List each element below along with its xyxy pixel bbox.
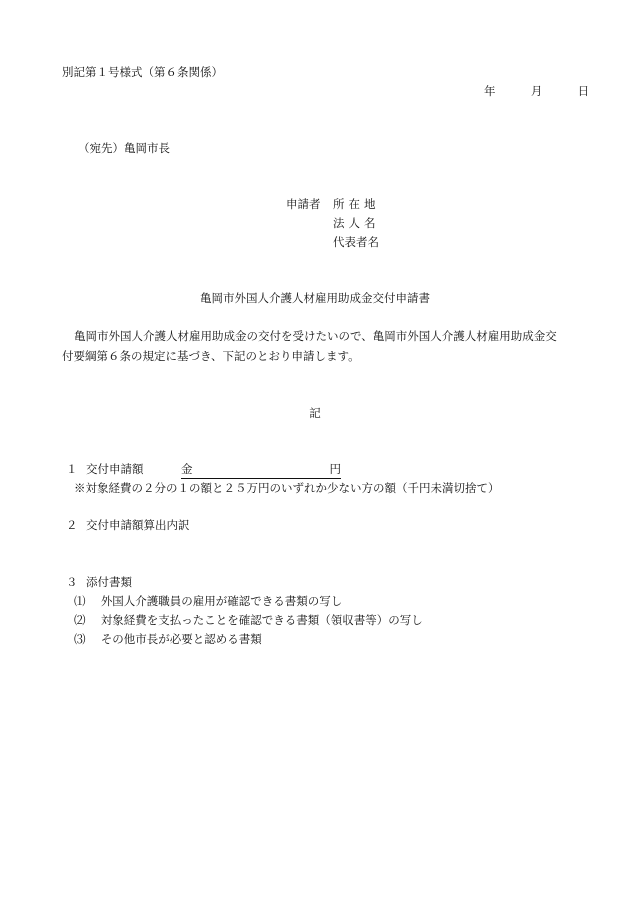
- date-year: 年: [484, 84, 496, 98]
- item2-label: 交付申請額算出内訳: [86, 518, 190, 532]
- date-line: [484, 83, 589, 99]
- form-label: 別記第１号様式（第６条関係）: [62, 65, 223, 79]
- item3-number: ３: [66, 575, 78, 589]
- body-line-2: 付要綱第６条の規定に基づき、下記のとおり申請します。: [62, 349, 360, 363]
- body-line-1: 亀岡市外国人介護人材雇用助成金の交付を受けたいので、亀岡市外国人介護人材雇用助成金交: [74, 329, 557, 343]
- addressee: （宛先）亀岡市長: [78, 141, 170, 155]
- item1-amount: [181, 461, 341, 479]
- item3-label: 添付書類: [86, 575, 132, 589]
- date-month: 月: [530, 84, 543, 98]
- attachment-text: その他市長が必要と認める書類: [100, 632, 262, 646]
- item1-number: １: [66, 462, 78, 476]
- ki-heading: 記: [309, 406, 321, 420]
- attachment-item-3: [74, 631, 262, 647]
- attachment-item-2: [74, 612, 423, 628]
- item1-note: ※対象経費の２分の１の額と２５万円のいずれか少ない方の額（千円未満切捨て）: [74, 481, 500, 495]
- attachment-num: ⑴: [74, 594, 86, 608]
- applicant-label: 申請者: [286, 197, 321, 211]
- attachment-num: ⑶: [74, 632, 86, 646]
- applicant-field-address: 所在地: [333, 197, 380, 211]
- item2-number: ２: [66, 518, 78, 532]
- item1-label: 交付申請額: [86, 462, 144, 476]
- attachment-item-1: [74, 593, 342, 609]
- applicant-field-representative: 代表者名: [333, 235, 379, 249]
- item1-kin: 金: [181, 462, 193, 476]
- applicant-field-corp-name: 法人名: [333, 216, 380, 230]
- document-title: 亀岡市外国人介護人材雇用助成金交付申請書: [200, 291, 430, 305]
- attachment-text: 外国人介護職員の雇用が確認できる書類の写し: [100, 594, 343, 608]
- attachment-num: ⑵: [74, 613, 86, 627]
- attachment-text: 対象経費を支払ったことを確認できる書類（領収書等）の写し: [100, 613, 423, 627]
- item1-yen: 円: [329, 462, 341, 476]
- date-day: 日: [577, 84, 590, 98]
